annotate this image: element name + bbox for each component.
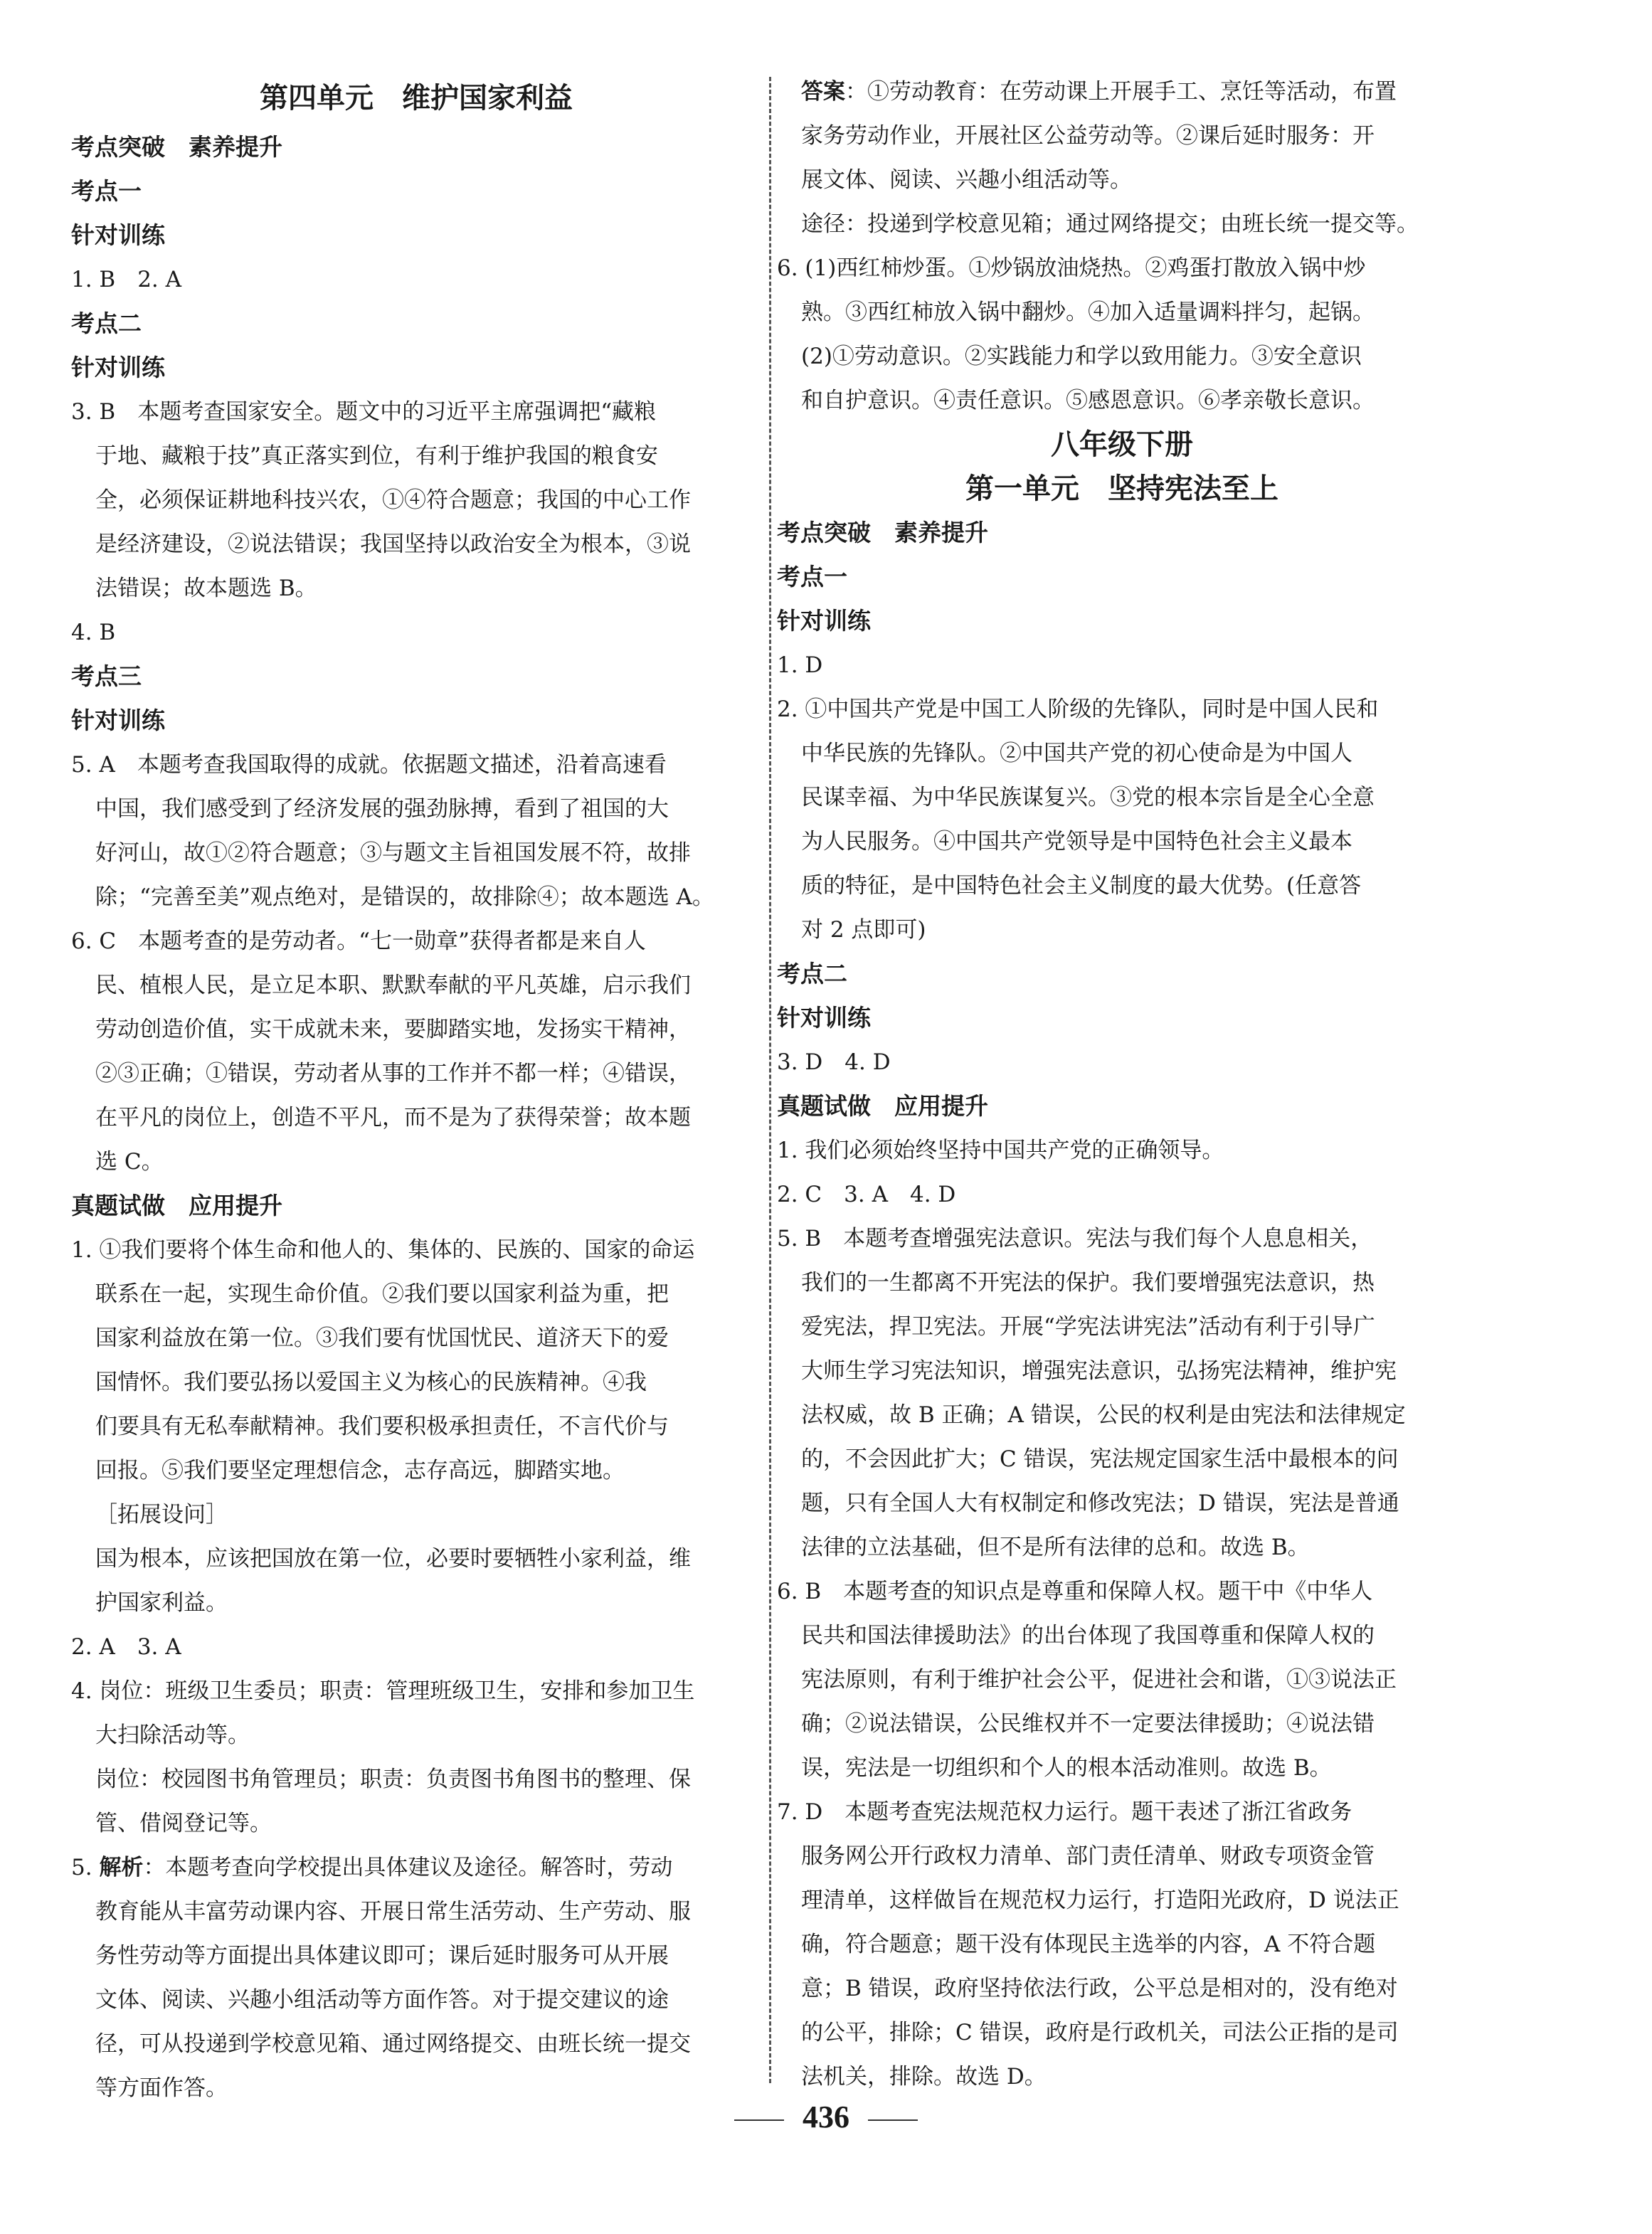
text-line: 6. B 本题考查的知识点是尊重和保障人权。题干中《中华人 bbox=[777, 1579, 1373, 1604]
subsection-heading: 针对训练 bbox=[71, 706, 165, 734]
subsection-heading: 针对训练 bbox=[777, 1004, 871, 1032]
text-line: 务性劳动等方面提出具体建议即可；课后延时服务可从开展 bbox=[95, 1943, 669, 1969]
text-line: 确，符合题意；题干没有体现民主选举的内容，A 不符合题 bbox=[801, 1932, 1376, 1957]
answer-text: ：①劳动教育：在劳动课上开展手工、烹饪等活动，布置 bbox=[845, 79, 1397, 105]
text-line: 民、植根人民，是立足本职、默默奉献的平凡英雄，启示我们 bbox=[95, 973, 691, 998]
text-line: 民谋幸福、为中华民族谋复兴。③党的根本宗旨是全心全意 bbox=[801, 785, 1375, 810]
section-heading: 真题试做 应用提升 bbox=[777, 1092, 988, 1120]
unit-title: 第四单元 维护国家利益 bbox=[260, 82, 573, 115]
left-column bbox=[71, 71, 761, 2110]
text-line: 教育能从丰富劳动课内容、开展日常生活劳动、生产劳动、服 bbox=[95, 1899, 691, 1925]
text-line: 5. 解析：本题考查向学校提出具体建议及途径。解答时，劳动 bbox=[71, 1855, 673, 1880]
text-line: 为人民服务。④中国共产党领导是中国特色社会主义最本 bbox=[801, 829, 1352, 854]
subsection-heading: 考点二 bbox=[71, 309, 142, 337]
text-line: 的，不会因此扩大；C 错误，宪法规定国家生活中最根本的问 bbox=[801, 1446, 1399, 1472]
text-line: 民共和国法律援助法》的出台体现了我国尊重和保障人权的 bbox=[801, 1623, 1375, 1648]
text-line: 法权威，故 B 正确；A 错误，公民的权利是由宪法和法律规定 bbox=[801, 1402, 1406, 1428]
unit-title: 第一单元 坚持宪法至上 bbox=[965, 472, 1278, 505]
text-line: 展文体、阅读、兴趣小组活动等。 bbox=[801, 167, 1132, 193]
subsection-heading: 考点一 bbox=[777, 563, 847, 591]
text-line: 3. B 本题考查国家安全。题文中的习近平主席强调把“藏粮 bbox=[71, 399, 657, 425]
text-line: 6. C 本题考查的是劳动者。“七一勋章”获得者都是来自人 bbox=[71, 928, 646, 954]
text-line: 是经济建设，②说法错误；我国坚持以政治安全为根本，③说 bbox=[95, 531, 691, 557]
page-number: 436 bbox=[803, 2100, 849, 2134]
section-heading: 考点突破 素养提升 bbox=[71, 133, 282, 161]
text-line: 误，宪法是一切组织和个人的根本活动准则。故选 B。 bbox=[801, 1755, 1332, 1781]
text-line: 文体、阅读、兴趣小组活动等方面作答。对于提交建议的途 bbox=[95, 1987, 669, 2013]
text-line: 5. A 本题考查我国取得的成就。依据题文描述，沿着高速看 bbox=[71, 752, 667, 778]
text-line: 家务劳动作业，开展社区公益劳动等。②课后延时服务：开 bbox=[801, 123, 1375, 149]
text-line: 确；②说法错误，公民维权并不一定要法律援助；④说法错 bbox=[801, 1711, 1375, 1737]
text-line: 联系在一起，实现生命价值。②我们要以国家利益为重，把 bbox=[95, 1281, 669, 1307]
analysis-text: ：本题考查向学校提出具体建议及途径。解答时，劳动 bbox=[143, 1855, 673, 1880]
text-line: 们要具有无私奉献精神。我们要积极承担责任，不言代价与 bbox=[95, 1414, 669, 1439]
text-line bbox=[777, 70, 1467, 114]
section-heading: 真题试做 应用提升 bbox=[71, 1192, 282, 1219]
text-line: 岗位：校园图书角管理员；职责：负责图书角图书的整理、保 bbox=[95, 1767, 691, 1792]
text-line: 和自护意识。④责任意识。⑤感恩意识。⑥孝亲敬长意识。 bbox=[801, 388, 1375, 413]
text-line: 等方面作答。 bbox=[95, 2075, 228, 2101]
text-line: 国家利益放在第一位。③我们要有忧国忧民、道济天下的爱 bbox=[95, 1325, 669, 1351]
text-line: 国情怀。我们要弘扬以爱国主义为核心的民族精神。④我 bbox=[95, 1370, 647, 1395]
text-line: 法错误；故本题选 B。 bbox=[95, 576, 317, 601]
text-line: 法机关，排除。故选 D。 bbox=[801, 2064, 1047, 2090]
text-line: 回报。⑤我们要坚定理想信念，志存高远，脚踏实地。 bbox=[95, 1458, 625, 1483]
answer-line: 1. 我们必须始终坚持中国共产党的正确领导。 bbox=[777, 1138, 1224, 1163]
text-line: 大师生学习宪法知识，增强宪法意识，弘扬宪法精神，维护宪 bbox=[801, 1358, 1397, 1384]
text-line: 在平凡的岗位上，创造不平凡，而不是为了获得荣誉；故本题 bbox=[95, 1105, 691, 1131]
answer-line: 3. D 4. D bbox=[777, 1049, 891, 1075]
answer-line: 2. A 3. A bbox=[71, 1634, 181, 1660]
answer-line: 1. D bbox=[777, 652, 823, 678]
text-line: 管、借阅登记等。 bbox=[95, 1811, 272, 1836]
analysis-label: 解析 bbox=[99, 1855, 144, 1880]
text-line: 法律的立法基础，但不是所有法律的总和。故选 B。 bbox=[801, 1535, 1310, 1560]
text-line: 途径：投递到学校意见箱；通过网络提交；由班长统一提交等。 bbox=[801, 211, 1419, 237]
text-line: 爱宪法，捍卫宪法。开展“学宪法讲宪法”活动有利于引导广 bbox=[801, 1314, 1375, 1340]
subsection-heading: 针对训练 bbox=[777, 607, 871, 635]
text-line: 1. ①我们要将个体生命和他人的、集体的、民族的、国家的命运 bbox=[71, 1237, 695, 1263]
text-line: 题，只有全国人大有权制定和修改宪法；D 错误，宪法是普通 bbox=[801, 1491, 1399, 1516]
footer-rule-left bbox=[734, 2119, 784, 2121]
footer-rule-right bbox=[868, 2119, 918, 2121]
text-line: 全，必须保证耕地科技兴农，①④符合题意；我国的中心工作 bbox=[95, 487, 691, 513]
text-line: 护国家利益。 bbox=[95, 1590, 228, 1616]
text-line: 2. ①中国共产党是中国工人阶级的先锋队，同时是中国人民和 bbox=[777, 697, 1379, 722]
page-number-footer bbox=[0, 2099, 1652, 2135]
answer-line: 2. C 3. A 4. D bbox=[777, 1182, 956, 1207]
subsection-heading: 针对训练 bbox=[71, 221, 165, 249]
text-line: 径，可从投递到学校意见箱、通过网络提交、由班长统一提交 bbox=[95, 2031, 691, 2057]
text-line: 服务网公开行政权力清单、部门责任清单、财政专项资金管 bbox=[801, 1843, 1375, 1869]
text-line: 4. 岗位：班级卫生委员；职责：管理班级卫生，安排和参加卫生 bbox=[71, 1678, 695, 1704]
text-line: 理清单，这样做旨在规范权力运行，打造阳光政府，D 说法正 bbox=[801, 1888, 1399, 1913]
answer-label: 答案 bbox=[801, 79, 845, 105]
text-line: 我们的一生都离不开宪法的保护。我们要增强宪法意识，热 bbox=[801, 1270, 1375, 1296]
text-line: 于地、藏粮于技”真正落实到位，有利于维护我国的粮食安 bbox=[95, 443, 658, 469]
text-line: 质的特征，是中国特色社会主义制度的最大优势。(任意答 bbox=[801, 873, 1362, 899]
text-line: 大扫除活动等。 bbox=[95, 1722, 250, 1748]
text-line: 5. B 本题考查增强宪法意识。宪法与我们每个人息息相关， bbox=[777, 1226, 1373, 1251]
subsection-heading: 考点一 bbox=[71, 177, 142, 205]
subsection-heading: 考点三 bbox=[71, 662, 142, 690]
text-line: 劳动创造价值，实干成就未来，要脚踏实地，发扬实干精神， bbox=[95, 1017, 691, 1042]
text-line: ②③正确；①错误，劳动者从事的工作并不都一样；④错误， bbox=[95, 1061, 691, 1086]
answer-line: 1. B 2. A bbox=[71, 267, 182, 292]
subsection-heading: 针对训练 bbox=[71, 354, 165, 381]
text-line: 熟。③西红柿放入锅中翻炒。④加入适量调料拌匀，起锅。 bbox=[801, 300, 1375, 325]
text-line: 的公平，排除；C 错误，政府是行政机关，司法公正指的是司 bbox=[801, 2020, 1399, 2045]
answer-line: 4. B bbox=[71, 620, 116, 645]
column-divider bbox=[769, 77, 771, 2083]
text-line: 意；B 错误，政府坚持依法行政，公平总是相对的，没有绝对 bbox=[801, 1976, 1398, 2001]
text-line: 6. (1)西红柿炒蛋。①炒锅放油烧热。②鸡蛋打散放入锅中炒 bbox=[777, 255, 1366, 281]
subsection-heading: 考点二 bbox=[777, 960, 847, 988]
text-line: 7. D 本题考查宪法规范权力运行。题干表述了浙江省政务 bbox=[777, 1799, 1352, 1825]
text-line: 中国，我们感受到了经济发展的强劲脉搏，看到了祖国的大 bbox=[95, 796, 669, 822]
text-line: 除；“完善至美”观点绝对，是错误的，故排除④；故本题选 A。 bbox=[95, 884, 714, 910]
text-line: 好河山，故①②符合题意；③与题文主旨祖国发展不符，故排 bbox=[95, 840, 691, 866]
section-heading: 考点突破 素养提升 bbox=[777, 519, 988, 546]
text-line: (2)①劳动意识。②实践能力和学以致用能力。③安全意识 bbox=[801, 344, 1362, 369]
right-column bbox=[777, 70, 1467, 2099]
text-line: 中华民族的先锋队。②中国共产党的初心使命是为中国人 bbox=[801, 741, 1352, 766]
tuozhan-label: ［拓展设问］ bbox=[95, 1502, 228, 1528]
text-line: 对 2 点即可) bbox=[801, 917, 926, 943]
text-line: 选 C。 bbox=[95, 1149, 164, 1175]
grade-title: 八年级下册 bbox=[1051, 428, 1193, 461]
text-line: 宪法原则，有利于维护社会公平，促进社会和谐，①③说法正 bbox=[801, 1667, 1397, 1693]
text-line: 国为根本，应该把国放在第一位，必要时要牺牲小家利益，维 bbox=[95, 1546, 691, 1572]
